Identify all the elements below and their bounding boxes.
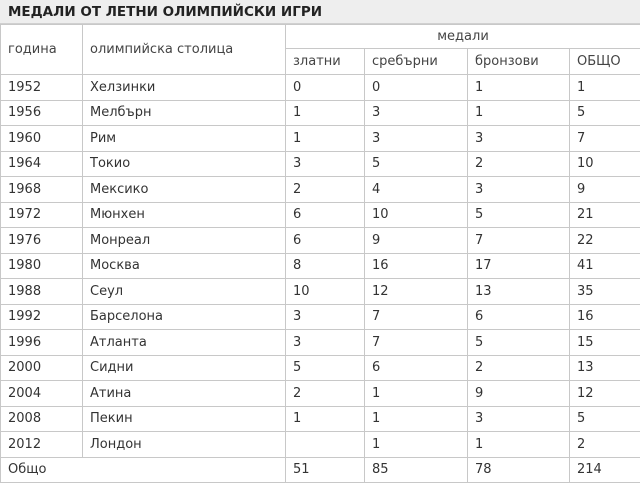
cell-gold: 1 <box>286 406 365 432</box>
cell-city: Лондон <box>83 432 286 458</box>
header-year: година <box>1 25 83 75</box>
cell-city: Токио <box>83 151 286 177</box>
table-row <box>1 406 640 432</box>
cell-total: 9 <box>570 177 640 203</box>
cell-city: Мелбърн <box>83 100 286 126</box>
cell-bronze: 3 <box>468 177 570 203</box>
cell-bronze: 1 <box>468 75 570 101</box>
cell-total: 15 <box>570 330 640 356</box>
cell-silver: 4 <box>365 177 468 203</box>
table-row <box>1 100 640 126</box>
cell-bronze: 17 <box>468 253 570 279</box>
cell-year: 1976 <box>1 228 83 254</box>
cell-total: 5 <box>570 406 640 432</box>
medals-table <box>0 24 640 483</box>
cell-city: Барселона <box>83 304 286 330</box>
totals-total: 214 <box>570 457 640 482</box>
table-row <box>1 330 640 356</box>
cell-silver: 16 <box>365 253 468 279</box>
cell-total: 16 <box>570 304 640 330</box>
cell-year: 1988 <box>1 279 83 305</box>
cell-total: 2 <box>570 432 640 458</box>
cell-silver: 0 <box>365 75 468 101</box>
cell-silver: 7 <box>365 304 468 330</box>
table-row <box>1 228 640 254</box>
cell-year: 1968 <box>1 177 83 203</box>
totals-row <box>1 457 640 482</box>
cell-year: 1964 <box>1 151 83 177</box>
header-bronze: бронзови <box>468 49 570 75</box>
cell-total: 1 <box>570 75 640 101</box>
cell-bronze: 3 <box>468 406 570 432</box>
cell-year: 1972 <box>1 202 83 228</box>
cell-city: Атланта <box>83 330 286 356</box>
cell-gold: 1 <box>286 100 365 126</box>
cell-year: 1956 <box>1 100 83 126</box>
cell-city: Сидни <box>83 355 286 381</box>
header-total: ОБЩО <box>570 49 640 75</box>
cell-total: 10 <box>570 151 640 177</box>
cell-bronze: 3 <box>468 126 570 152</box>
cell-year: 1996 <box>1 330 83 356</box>
cell-gold: 10 <box>286 279 365 305</box>
table-body <box>1 75 640 458</box>
cell-bronze: 7 <box>468 228 570 254</box>
cell-year: 2008 <box>1 406 83 432</box>
table-row <box>1 253 640 279</box>
table-row <box>1 304 640 330</box>
cell-total: 35 <box>570 279 640 305</box>
cell-bronze: 2 <box>468 151 570 177</box>
cell-year: 2004 <box>1 381 83 407</box>
cell-city: Сеул <box>83 279 286 305</box>
cell-bronze: 9 <box>468 381 570 407</box>
cell-gold: 0 <box>286 75 365 101</box>
cell-bronze: 6 <box>468 304 570 330</box>
cell-silver: 1 <box>365 432 468 458</box>
table-row <box>1 75 640 101</box>
table-row <box>1 355 640 381</box>
cell-gold: 6 <box>286 228 365 254</box>
cell-gold: 3 <box>286 304 365 330</box>
cell-gold <box>286 432 365 458</box>
header-gold: златни <box>286 49 365 75</box>
cell-city: Монреал <box>83 228 286 254</box>
cell-total: 12 <box>570 381 640 407</box>
cell-silver: 9 <box>365 228 468 254</box>
totals-silver: 85 <box>365 457 468 482</box>
cell-gold: 6 <box>286 202 365 228</box>
cell-year: 2000 <box>1 355 83 381</box>
cell-total: 13 <box>570 355 640 381</box>
cell-bronze: 5 <box>468 202 570 228</box>
cell-silver: 10 <box>365 202 468 228</box>
cell-city: Мюнхен <box>83 202 286 228</box>
cell-silver: 6 <box>365 355 468 381</box>
cell-gold: 1 <box>286 126 365 152</box>
totals-bronze: 78 <box>468 457 570 482</box>
table-row <box>1 177 640 203</box>
cell-city: Хелзинки <box>83 75 286 101</box>
cell-gold: 2 <box>286 177 365 203</box>
cell-silver: 3 <box>365 100 468 126</box>
cell-bronze: 5 <box>468 330 570 356</box>
cell-silver: 7 <box>365 330 468 356</box>
table-row <box>1 432 640 458</box>
cell-city: Рим <box>83 126 286 152</box>
table-row <box>1 279 640 305</box>
cell-year: 1952 <box>1 75 83 101</box>
cell-bronze: 1 <box>468 432 570 458</box>
table-row <box>1 126 640 152</box>
totals-gold: 51 <box>286 457 365 482</box>
table-row <box>1 202 640 228</box>
cell-city: Мексико <box>83 177 286 203</box>
table-row <box>1 381 640 407</box>
cell-silver: 3 <box>365 126 468 152</box>
cell-year: 1960 <box>1 126 83 152</box>
cell-silver: 1 <box>365 406 468 432</box>
cell-bronze: 13 <box>468 279 570 305</box>
cell-year: 1992 <box>1 304 83 330</box>
cell-total: 7 <box>570 126 640 152</box>
totals-label: Общо <box>1 457 286 482</box>
cell-city: Москва <box>83 253 286 279</box>
cell-total: 41 <box>570 253 640 279</box>
header-silver: сребърни <box>365 49 468 75</box>
cell-total: 5 <box>570 100 640 126</box>
header-city: олимпийска столица <box>83 25 286 75</box>
cell-silver: 12 <box>365 279 468 305</box>
page-title: МЕДАЛИ ОТ ЛЕТНИ ОЛИМПИЙСКИ ИГРИ <box>0 0 640 24</box>
cell-year: 2012 <box>1 432 83 458</box>
cell-year: 1980 <box>1 253 83 279</box>
cell-bronze: 1 <box>468 100 570 126</box>
cell-total: 21 <box>570 202 640 228</box>
cell-gold: 8 <box>286 253 365 279</box>
cell-city: Атина <box>83 381 286 407</box>
cell-city: Пекин <box>83 406 286 432</box>
cell-bronze: 2 <box>468 355 570 381</box>
table-row <box>1 151 640 177</box>
cell-gold: 3 <box>286 151 365 177</box>
cell-gold: 2 <box>286 381 365 407</box>
cell-gold: 3 <box>286 330 365 356</box>
cell-gold: 5 <box>286 355 365 381</box>
header-medals-group: медали <box>286 25 640 49</box>
cell-silver: 1 <box>365 381 468 407</box>
cell-silver: 5 <box>365 151 468 177</box>
cell-total: 22 <box>570 228 640 254</box>
